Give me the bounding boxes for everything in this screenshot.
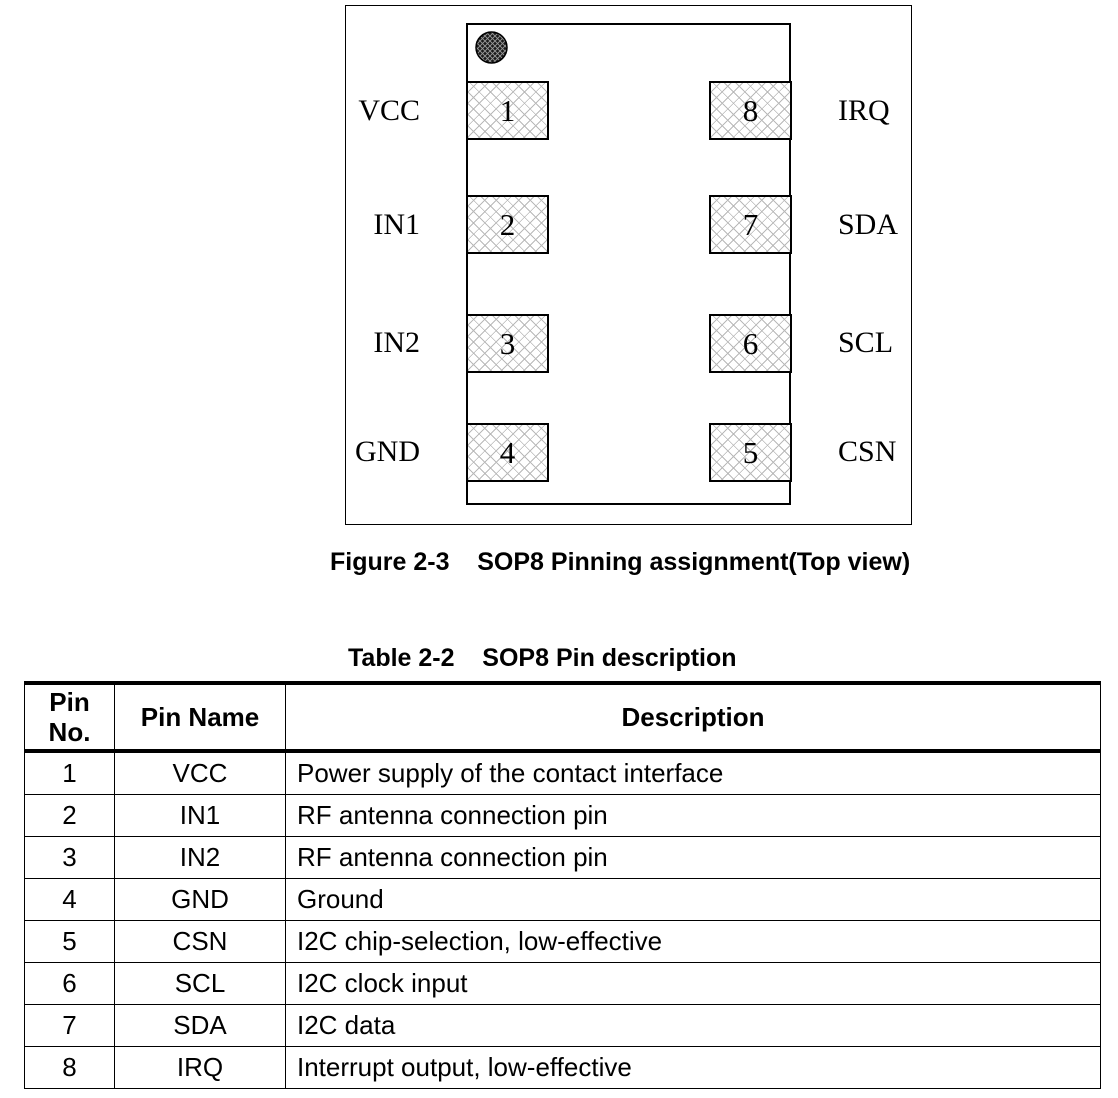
cell-description: I2C chip-selection, low-effective [286,921,1101,963]
pin-pad-2 [466,195,549,254]
pin-number: 3 [499,325,516,361]
pin-number: 8 [742,92,759,128]
table-row [25,879,1101,921]
table-caption: Table 2-2 SOP8 Pin description [348,644,737,672]
header-description: Description [286,683,1101,751]
pin-description-table [24,681,1101,1089]
cell-description: Interrupt output, low-effective [286,1047,1101,1089]
cell-pin-name: IN2 [115,837,286,879]
pin-pad-3 [466,314,549,373]
table-row [25,751,1101,795]
pin-label-5: CSN [838,435,897,468]
pin-label-6: SCL [838,326,894,359]
table-row [25,921,1101,963]
pin-pad-5 [709,423,792,482]
pin-label-7: SDA [838,208,899,241]
table-row [25,1047,1101,1089]
cell-pin-no: 7 [25,1005,115,1047]
cell-description: RF antenna connection pin [286,795,1101,837]
pin-pad-8 [709,81,792,140]
cell-pin-name: SDA [115,1005,286,1047]
cell-pin-name: CSN [115,921,286,963]
pin-number: 5 [742,434,759,470]
pin-label-8: IRQ [838,94,890,127]
pin-label-1: VCC [358,94,420,127]
cell-description: Ground [286,879,1101,921]
pin-pad-1 [466,81,549,140]
cell-pin-no: 8 [25,1047,115,1089]
pin-label-4: GND [355,435,420,468]
pin-number: 2 [499,206,516,242]
table-row [25,837,1101,879]
table-row [25,1005,1101,1047]
pin-pad-7 [709,195,792,254]
pin-label-2: IN1 [373,208,420,241]
table-header-row [25,683,1101,751]
cell-description: I2C clock input [286,963,1101,1005]
pin-pad-4 [466,423,549,482]
cell-pin-no: 1 [25,751,115,795]
pin-pad-6 [709,314,792,373]
pin1-marker-icon [475,31,508,64]
figure-caption: Figure 2-3 SOP8 Pinning assignment(Top view) [330,548,911,576]
cell-pin-no: 2 [25,795,115,837]
cell-pin-name: IRQ [115,1047,286,1089]
header-pin-name: Pin Name [115,683,286,751]
pin-number: 1 [499,92,516,128]
cell-description: I2C data [286,1005,1101,1047]
cell-description: RF antenna connection pin [286,837,1101,879]
header-pin-no [25,683,115,751]
cell-pin-no: 4 [25,879,115,921]
table-row [25,963,1101,1005]
cell-pin-name: VCC [115,751,286,795]
header-pin-no-line1: Pin [49,687,90,717]
cell-pin-name: GND [115,879,286,921]
pin-number: 7 [742,206,759,242]
pin-number: 6 [742,325,759,361]
cell-pin-name: SCL [115,963,286,1005]
header-pin-no-line2: No. [48,717,91,747]
pin-number: 4 [499,434,516,470]
cell-pin-no: 6 [25,963,115,1005]
cell-pin-name: IN1 [115,795,286,837]
cell-description: Power supply of the contact interface [286,751,1101,795]
pin-label-3: IN2 [373,326,420,359]
table-row [25,795,1101,837]
cell-pin-no: 3 [25,837,115,879]
cell-pin-no: 5 [25,921,115,963]
